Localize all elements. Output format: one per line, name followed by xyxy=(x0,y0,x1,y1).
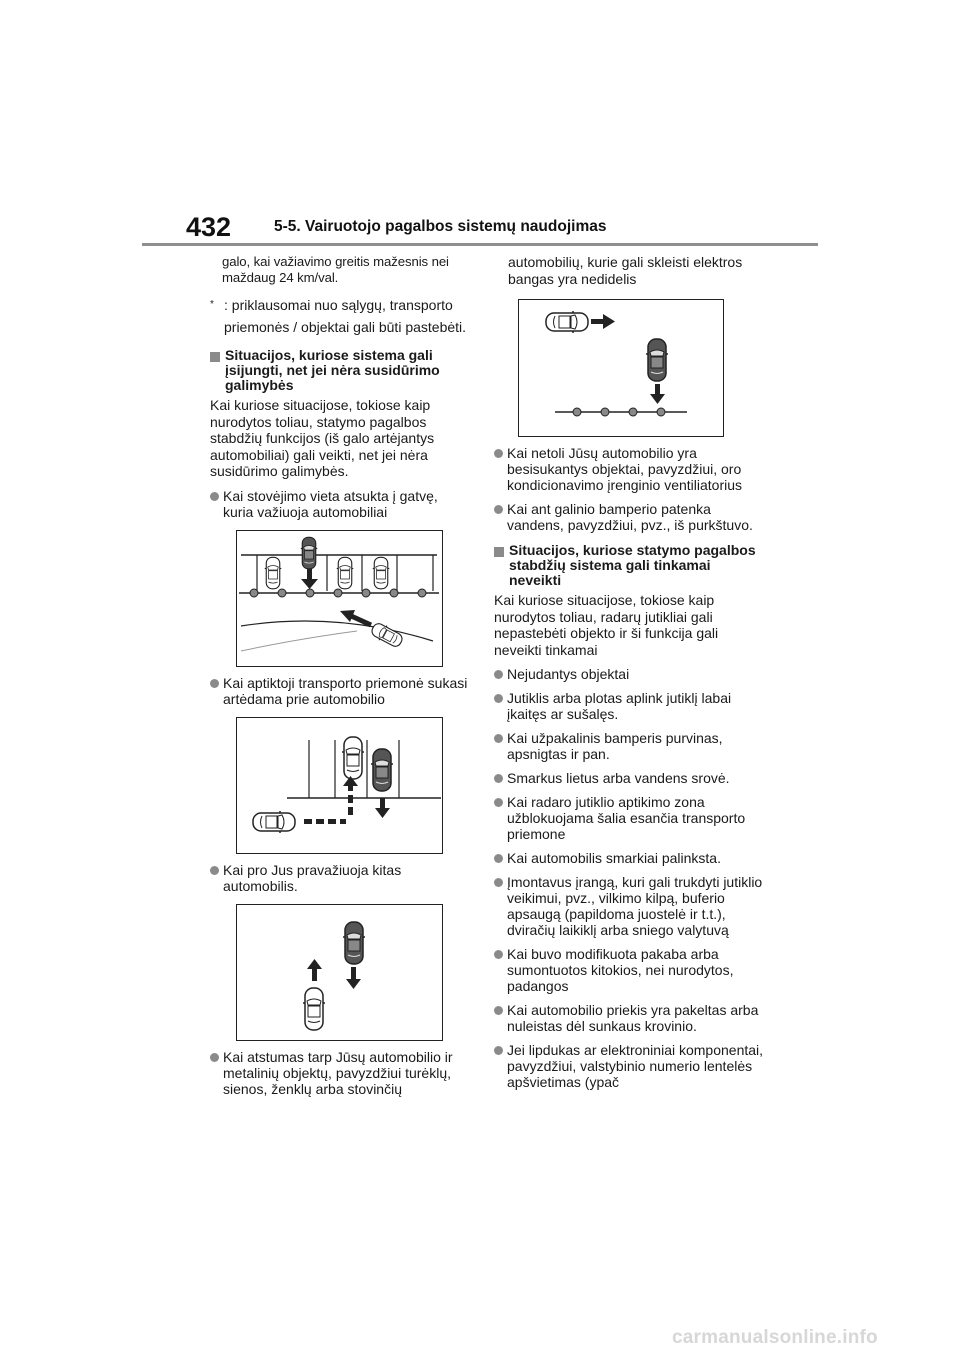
header-divider xyxy=(142,243,818,246)
bullet-item xyxy=(494,794,764,842)
continued-text: automobilių, kurie gali skleisti elektros bangas yra nedidelis xyxy=(508,254,743,287)
bullet-text: Kai užpakalinis bamperis purvinas, apsnigtas ir pan. xyxy=(507,730,723,762)
bullet-dot-icon xyxy=(494,670,503,679)
bullet-text: Kai atstumas tarp Jūsų automobilio ir metalinių objektų, pavyzdžiui turėklų, sienos, ženklų arba stovinčių xyxy=(223,1048,453,1097)
bullet-text: Nejudantys objektai xyxy=(507,666,630,682)
bullet-text: Kai automobilis smarkiai palinksta. xyxy=(507,850,721,866)
bullet-item xyxy=(494,1002,764,1034)
bullet-item xyxy=(210,675,470,707)
bullet-item xyxy=(210,862,470,894)
bullet-dot-icon xyxy=(494,774,503,783)
bullet-dot-icon xyxy=(494,854,503,863)
bullet-text: Jutiklis arba plotas aplink jutiklį labai įkaitęs ar sušalęs. xyxy=(507,690,732,722)
bullet-item xyxy=(494,1042,764,1090)
bullet-dot-icon xyxy=(494,505,503,514)
figure-parking-street xyxy=(236,530,443,667)
bullet-text: Kai netoli Jūsų automobilio yra besisukantys objektai, pavyzdžiui, oro kondicionavimo įrenginio ventiliatorius xyxy=(507,445,743,493)
bullet-item xyxy=(494,770,764,786)
bullet-dot-icon xyxy=(494,734,503,743)
bullet-dot-icon xyxy=(494,694,503,703)
section-header: 5-5. Vairuotojo pagalbos sistemų naudojimas xyxy=(274,218,607,235)
bullet-text: Kai buvo modifikuota pakaba arba sumontuotos kitokios, nei nurodytos, padangos xyxy=(507,946,734,994)
square-bullet-icon xyxy=(494,547,504,557)
bullet-dot-icon xyxy=(494,1006,503,1015)
right-column xyxy=(494,254,764,1090)
figure-turning-vehicle xyxy=(236,717,443,854)
bullet-item xyxy=(494,946,764,994)
bullet-dot-icon xyxy=(494,1046,503,1055)
intro-note: galo, kai važiavimo greitis mažesnis nei maždaug 24 km/val. xyxy=(222,254,449,285)
bullet-dot-icon xyxy=(494,950,503,959)
footnote-star: * xyxy=(210,299,214,310)
section-body: Kai kuriose situacijose, tokiose kaip nurodytos toliau, radarų jutikliai gali nepastebėti objekto ir ši funkcija gali neveikti tinkamai xyxy=(494,592,719,658)
bullet-dot-icon xyxy=(210,1053,219,1062)
square-bullet-icon xyxy=(210,352,220,362)
bullet-item xyxy=(494,666,764,682)
bullet-dot-icon xyxy=(494,449,503,458)
bullet-item xyxy=(210,1049,470,1097)
watermark: carmanualsonline.info xyxy=(672,1327,878,1348)
bullet-text: Kai pro Jus pravažiuoja kitas automobilis. xyxy=(223,861,402,894)
section-title: Situacijos, kuriose statymo pagalbos stabdžių sistema gali tinkamai neveikti xyxy=(509,542,756,588)
bullet-text: Kai automobilio priekis yra pakeltas arba nuleistas dėl sunkaus krovinio. xyxy=(507,1002,759,1034)
section-body: Kai kuriose situacijose, tokiose kaip nurodytos toliau, statymo pagalbos stabdžių funkcijos (iš galo artėjantys automobiliai) gali veikti, net jei nėra susidūrimo galimybės. xyxy=(210,397,435,479)
bullet-item xyxy=(494,850,764,866)
bullet-item xyxy=(494,874,764,938)
section-heading-2 xyxy=(494,543,764,588)
footnote-text: : priklausomai nuo sąlygų, transporto priemonės / objektai gali būti pastebėti. xyxy=(224,297,467,335)
section-title: Situacijos, kuriose sistema gali įsijungti, net jei nėra susidūrimo galimybės xyxy=(225,347,440,393)
bullet-text: Jei lipdukas ar elektroniniai komponentai, pavyzdžiui, valstybinio numerio lentelės apšvietimas (ypač xyxy=(507,1042,764,1090)
bullet-text: Kai radaro jutiklio aptikimo zona užblokuojama šalia esančia transporto priemone xyxy=(507,794,746,842)
bullet-item xyxy=(494,501,764,533)
page-number: 432 xyxy=(186,212,232,242)
bullet-item xyxy=(210,488,470,520)
bullet-text: Įmontavus įrangą, kuri gali trukdyti jutiklio veikimui, pvz., vilkimo kilpą, buferio apsaugą (papildoma juostelė ir t.t.), dviračių laikiklį arba sniego valytuvą xyxy=(507,874,763,938)
footnote xyxy=(210,294,470,338)
figure-passing-vehicle xyxy=(236,904,443,1041)
bullet-text: Kai stovėjimo vieta atsukta į gatvę, kuria važiuoja automobiliai xyxy=(223,487,438,520)
bullet-dot-icon xyxy=(210,492,219,501)
bullet-text: Kai aptiktoji transporto priemonė sukasi artėdama prie automobilio xyxy=(223,674,468,707)
bullet-dot-icon xyxy=(210,866,219,875)
bullet-item xyxy=(494,730,764,762)
bullet-dot-icon xyxy=(494,878,503,887)
figure-metal-objects xyxy=(518,299,724,437)
bullet-text: Kai ant galinio bamperio patenka vandens, pavyzdžiui, pvz., iš purkštuvo. xyxy=(507,501,753,533)
bullet-dot-icon xyxy=(494,798,503,807)
bullet-item xyxy=(494,690,764,722)
bullet-dot-icon xyxy=(210,679,219,688)
section-heading-1 xyxy=(210,348,470,393)
bullet-item xyxy=(494,445,764,493)
bullet-text: Smarkus lietus arba vandens srovė. xyxy=(507,770,730,786)
left-column xyxy=(210,254,470,1097)
